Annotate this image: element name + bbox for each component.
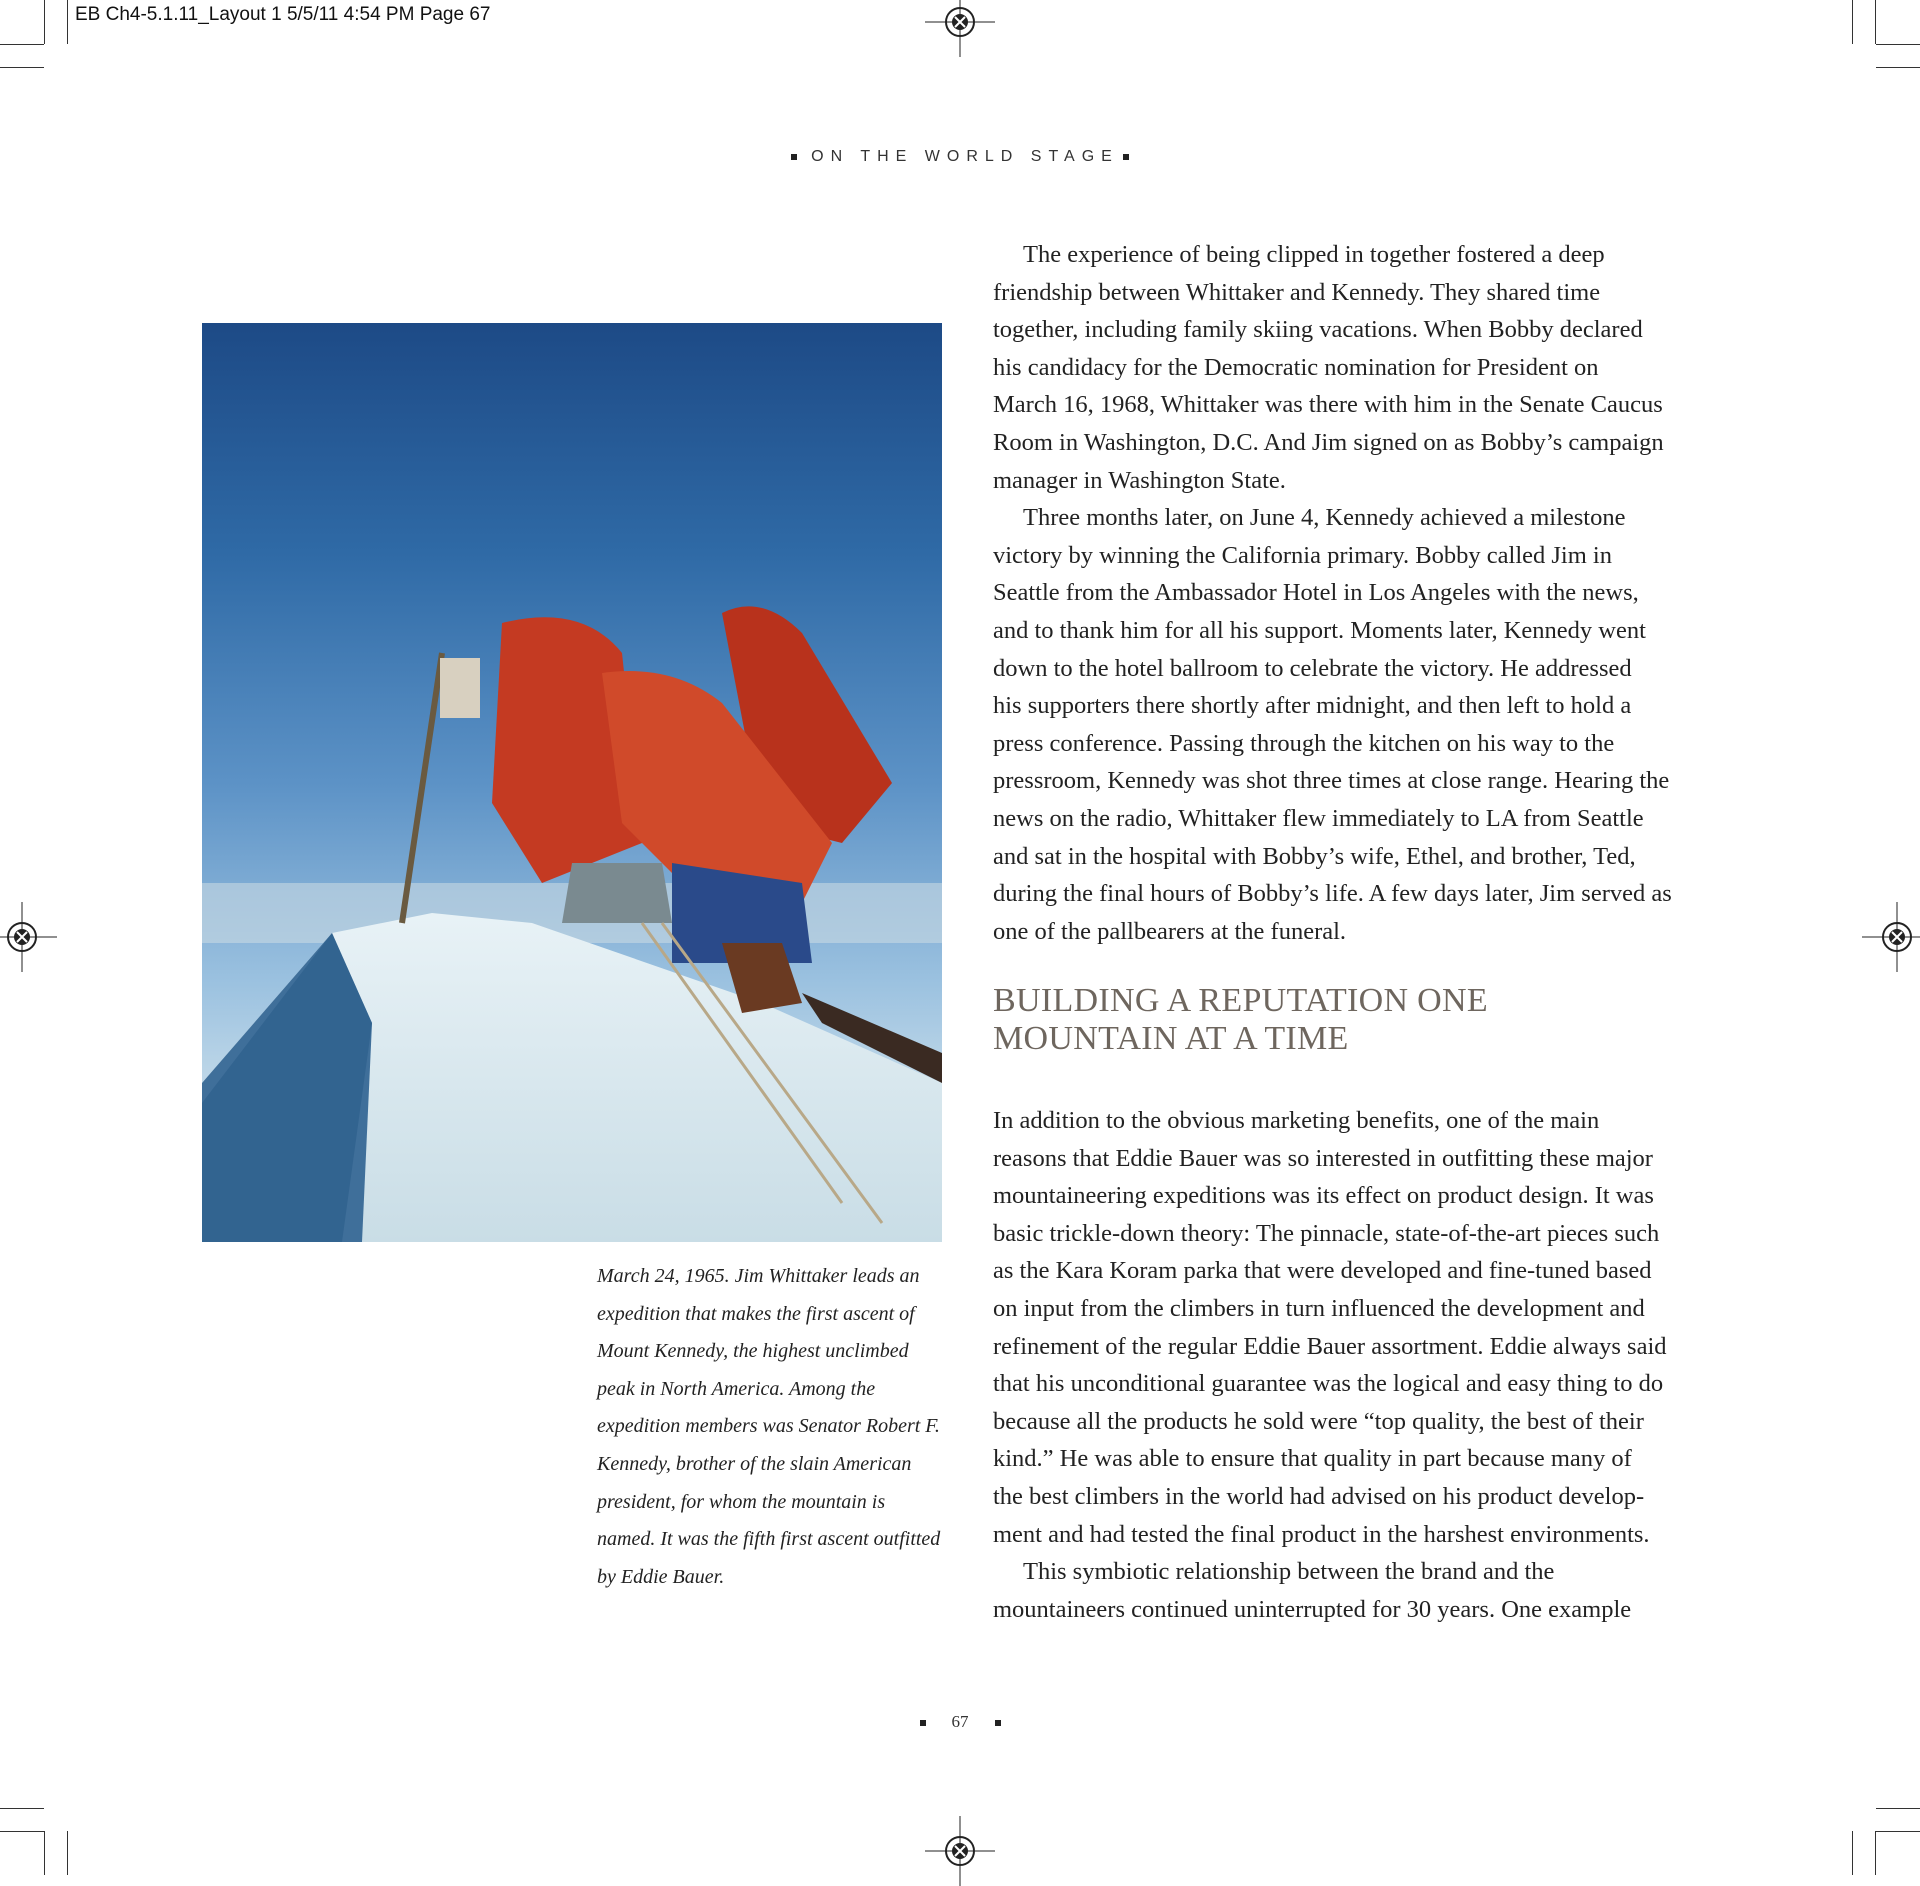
text-line: and to thank him for all his support. Moments later, Kennedy went: [993, 616, 1646, 644]
text-line: The experience of being clipped in together fostered a deep: [1023, 241, 1605, 268]
text-line: victory by winning the California primary. Bobby called Jim in: [993, 541, 1612, 569]
section-heading: [993, 982, 1488, 1058]
text-line: Three months later, on June 4, Kennedy achieved a milestone: [1023, 504, 1626, 532]
summit-photo: [202, 323, 942, 1242]
photo-caption: [597, 1258, 957, 1596]
text-line: his supporters there shortly after midnight, and then left to hold a: [993, 692, 1632, 720]
photo-illustration: [202, 323, 942, 1242]
crop-mark: [67, 0, 68, 44]
text-line: and sat in the hospital with Bobby’s wife, Ethel, and brother, Ted,: [993, 842, 1636, 870]
text-line: pressroom, Kennedy was shot three times at close range. Hearing the: [993, 767, 1670, 795]
caption-line: named. It was the fifth first ascent outfitted: [597, 1528, 941, 1551]
crop-mark: [1852, 1831, 1853, 1875]
crop-mark: [0, 67, 44, 68]
registration-mark-icon: [0, 902, 57, 972]
text-line: one of the pallbearers at the funeral.: [993, 917, 1347, 945]
text-line: on input from the climbers in turn influenced the development and: [993, 1294, 1645, 1322]
text-line: Seattle from the Ambassador Hotel in Los Angeles with the news,: [993, 579, 1639, 607]
text-line: kind.” He was able to ensure that quality in part because many of: [993, 1445, 1632, 1473]
registration-mark-icon: [925, 0, 995, 57]
caption-line: president, for whom the mountain is: [597, 1490, 886, 1513]
body-text-section-2: [993, 1102, 1743, 1628]
crop-mark: [44, 0, 45, 44]
text-line: Room in Washington, D.C. And Jim signed on as Bobby’s campaign: [993, 428, 1664, 456]
heading-line: BUILDING A REPUTATION ONE: [993, 982, 1488, 1019]
caption-line: expedition that makes the first ascent of: [597, 1302, 915, 1325]
caption-line: Mount Kennedy, the highest unclimbed: [597, 1340, 909, 1363]
bullet-square: [995, 1720, 1001, 1726]
caption-line: peak in North America. Among the: [597, 1377, 876, 1400]
crop-mark: [1875, 0, 1876, 44]
crop-mark: [1876, 1808, 1920, 1809]
text-line: In addition to the obvious marketing benefits, one of the main: [993, 1107, 1600, 1134]
text-line: together, including family skiing vacations. When Bobby declared: [993, 316, 1643, 344]
bullet-square: [920, 1720, 926, 1726]
text-line: mountaineering expeditions was its effect on product design. It was: [993, 1182, 1654, 1210]
registration-mark-icon: [1862, 902, 1920, 972]
text-line: because all the products he sold were “top quality, the best of their: [993, 1407, 1644, 1435]
body-text-section-1: [993, 236, 1743, 950]
text-line: This symbiotic relationship between the brand and the: [1023, 1558, 1555, 1586]
text-line: ment and had tested the final product in the harshest environments.: [993, 1520, 1650, 1548]
text-line: manager in Washington State.: [993, 466, 1286, 494]
crop-mark: [1876, 1831, 1920, 1832]
crop-mark: [44, 1831, 45, 1875]
crop-mark: [0, 44, 44, 45]
crop-mark: [1876, 67, 1920, 68]
text-line: press conference. Passing through the kitchen on his way to the: [993, 729, 1615, 757]
page-number-footer: [0, 1712, 1920, 1732]
registration-mark-icon: [925, 1816, 995, 1886]
heading-line: MOUNTAIN AT A TIME: [993, 1020, 1349, 1057]
bullet-square: [1123, 154, 1129, 160]
crop-mark: [1875, 1831, 1876, 1875]
crop-mark: [67, 1831, 68, 1875]
crop-mark: [1876, 44, 1920, 45]
text-line: reasons that Eddie Bauer was so interested in outfitting these major: [993, 1144, 1653, 1172]
text-line: as the Kara Koram parka that were developed and fine-tuned based: [993, 1257, 1652, 1285]
text-line: March 16, 1968, Whittaker was there with him in the Senate Caucus: [993, 391, 1663, 419]
text-line: down to the hotel ballroom to celebrate the victory. He addressed: [993, 654, 1632, 682]
running-head-text: ON THE WORLD STAGE: [811, 148, 1119, 165]
text-line: his candidacy for the Democratic nomination for President on: [993, 353, 1599, 381]
running-head: [0, 148, 1920, 166]
text-line: news on the radio, Whittaker flew immediately to LA from Seattle: [993, 804, 1644, 832]
caption-line: March 24, 1965. Jim Whittaker leads an: [597, 1265, 920, 1287]
text-line: mountaineers continued uninterrupted for 30 years. One example: [993, 1595, 1632, 1623]
crop-mark: [0, 1831, 44, 1832]
text-line: that his unconditional guarantee was the logical and easy thing to do: [993, 1370, 1664, 1398]
text-line: during the final hours of Bobby’s life. A few days later, Jim served as: [993, 880, 1672, 908]
print-slug: EB Ch4-5.1.11_Layout 1 5/5/11 4:54 PM Page 67: [75, 4, 491, 25]
page-number: 67: [951, 1712, 969, 1731]
bullet-square: [791, 154, 797, 160]
text-line: basic trickle-down theory: The pinnacle, state-of-the-art pieces such: [993, 1219, 1660, 1247]
caption-line: expedition members was Senator Robert F.: [597, 1415, 940, 1438]
crop-mark: [1852, 0, 1853, 44]
text-line: friendship between Whittaker and Kennedy. They shared time: [993, 278, 1601, 306]
caption-line: Kennedy, brother of the slain American: [597, 1452, 912, 1475]
crop-mark: [0, 1808, 44, 1809]
text-line: the best climbers in the world had advised on his product develop-: [993, 1482, 1645, 1510]
caption-line: by Eddie Bauer.: [597, 1565, 725, 1588]
text-line: refinement of the regular Eddie Bauer assortment. Eddie always said: [993, 1332, 1667, 1360]
